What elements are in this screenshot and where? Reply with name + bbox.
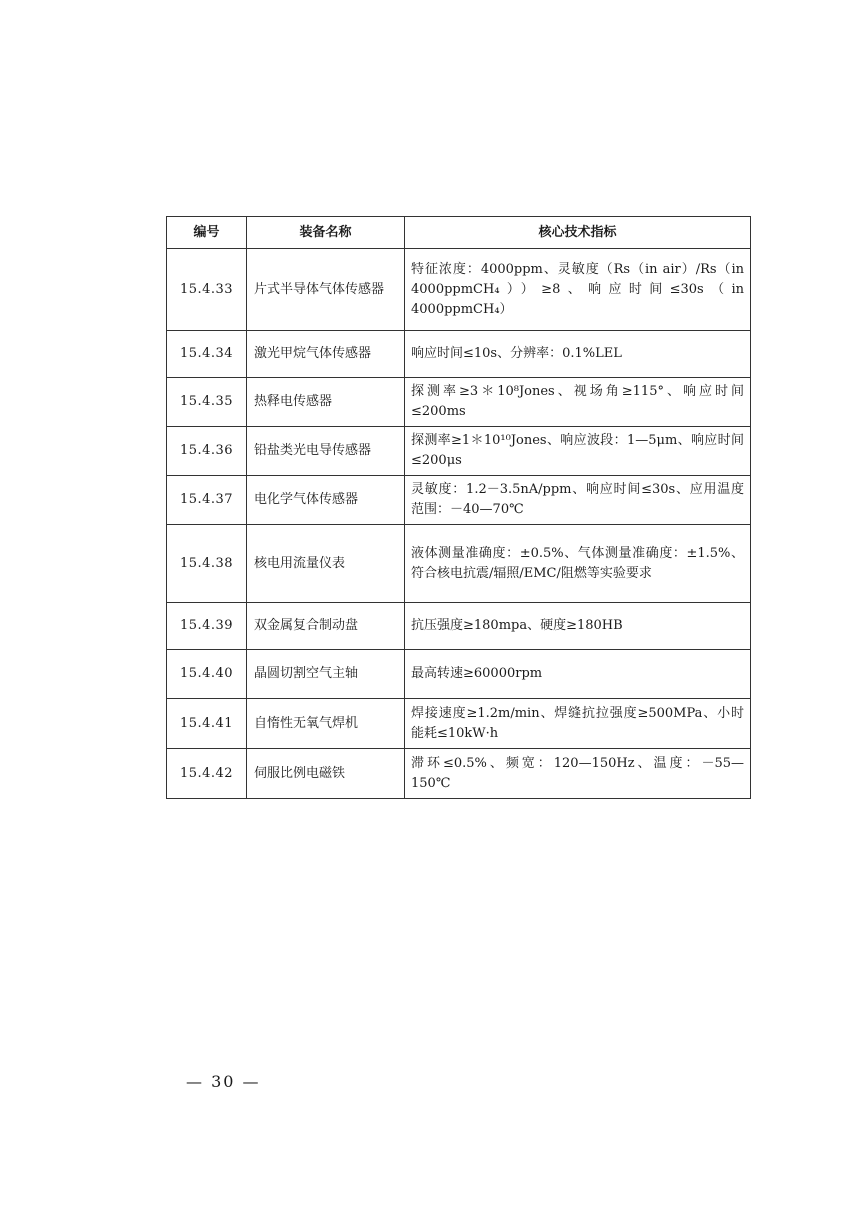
- row-name: 铅盐类光电导传感器: [247, 427, 405, 476]
- row-spec: 特征浓度：4000ppm、灵敏度（Rs（in air）/Rs（in 4000ppmCH₄））≥8、响应时间≤30s（in 4000ppmCH₄）: [405, 249, 751, 331]
- equipment-spec-table: [166, 216, 751, 799]
- table-row: [167, 749, 751, 799]
- row-id: 15.4.41: [167, 699, 247, 749]
- table-row: [167, 476, 751, 525]
- row-spec: 灵敏度：1.2－3.5nA/ppm、响应时间≤30s、应用温度范围：－40—70℃: [405, 476, 751, 525]
- row-name: 伺服比例电磁铁: [247, 749, 405, 799]
- table-row: [167, 427, 751, 476]
- header-name: 装备名称: [247, 217, 405, 249]
- header-id: 编号: [167, 217, 247, 249]
- row-name: 核电用流量仪表: [247, 525, 405, 603]
- row-spec: 探测率≥1＊10¹⁰Jones、响应波段：1—5μm、响应时间≤200μs: [405, 427, 751, 476]
- table-row: [167, 378, 751, 427]
- row-id: 15.4.36: [167, 427, 247, 476]
- row-id: 15.4.34: [167, 331, 247, 378]
- row-id: 15.4.37: [167, 476, 247, 525]
- row-name: 热释电传感器: [247, 378, 405, 427]
- table-row: [167, 650, 751, 699]
- row-name: 电化学气体传感器: [247, 476, 405, 525]
- page-number: — 30 —: [186, 1072, 261, 1091]
- row-id: 15.4.42: [167, 749, 247, 799]
- table-row: [167, 525, 751, 603]
- row-name: 激光甲烷气体传感器: [247, 331, 405, 378]
- row-name: 晶圆切割空气主轴: [247, 650, 405, 699]
- row-spec: 最高转速≥60000rpm: [405, 650, 751, 699]
- row-name: 片式半导体气体传感器: [247, 249, 405, 331]
- row-name: 双金属复合制动盘: [247, 603, 405, 650]
- row-id: 15.4.39: [167, 603, 247, 650]
- row-spec: 抗压强度≥180mpa、硬度≥180HB: [405, 603, 751, 650]
- row-spec: 滞环≤0.5%、频宽：120—150Hz、温度：－55—150℃: [405, 749, 751, 799]
- row-spec: 液体测量准确度：±0.5%、气体测量准确度：±1.5%、符合核电抗震/辐照/EMC/阻燃等实验要求: [405, 525, 751, 603]
- table-row: [167, 603, 751, 650]
- header-spec: 核心技术指标: [405, 217, 751, 249]
- table-row: [167, 249, 751, 331]
- row-id: 15.4.38: [167, 525, 247, 603]
- row-spec: 探测率≥3＊10⁸Jones、视场角≥115°、响应时间≤200ms: [405, 378, 751, 427]
- row-name: 自惰性无氧气焊机: [247, 699, 405, 749]
- row-spec: 焊接速度≥1.2m/min、焊缝抗拉强度≥500MPa、小时能耗≤10kW·h: [405, 699, 751, 749]
- table-row: [167, 331, 751, 378]
- row-id: 15.4.35: [167, 378, 247, 427]
- table-row: [167, 699, 751, 749]
- table-header-row: [167, 217, 751, 249]
- row-spec: 响应时间≤10s、分辨率：0.1%LEL: [405, 331, 751, 378]
- row-id: 15.4.33: [167, 249, 247, 331]
- row-id: 15.4.40: [167, 650, 247, 699]
